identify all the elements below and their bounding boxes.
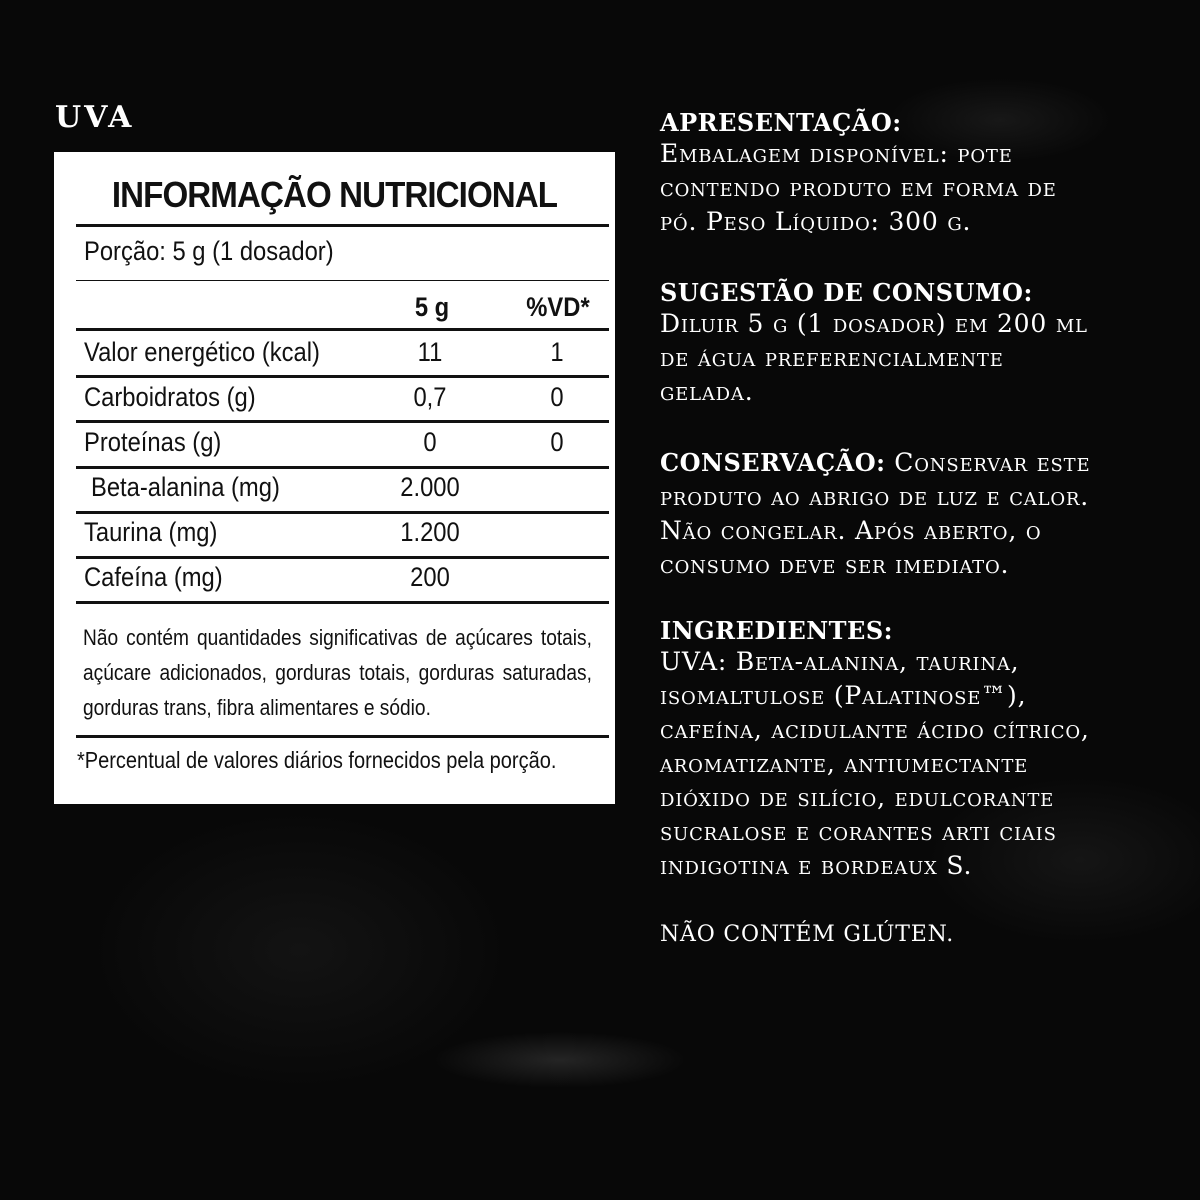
section-line: contendo produto em forma de <box>660 173 1057 202</box>
section-line: dióxido de silício, edulcorante <box>660 783 1055 812</box>
divider <box>76 224 609 227</box>
section-line: Embalagem disponível: pote <box>660 139 1013 168</box>
section-line: Diluir 5 g (1 dosador) em 200 ml <box>660 309 1088 338</box>
row-name: Beta-alanina (mg) <box>91 472 280 502</box>
divider <box>76 280 609 281</box>
portion-text: Porção: 5 g (1 dosador) <box>84 236 334 266</box>
section-line: UVA: Beta-alanina, taurina, <box>660 647 1020 676</box>
row-amount: 0 <box>423 427 437 457</box>
row-name: Proteínas (g) <box>84 427 222 457</box>
row-name: Carboidratos (g) <box>84 382 256 412</box>
section-line: indigotina e bordeaux S. <box>660 851 973 880</box>
suggestion-section <box>660 278 1200 409</box>
section-line: isomaltulose (Palatinose™), <box>660 681 1027 710</box>
row-amount: 11 <box>417 337 443 367</box>
divider <box>76 735 609 738</box>
divider <box>76 466 609 469</box>
divider <box>76 556 609 559</box>
section-line: Conservar este <box>885 448 1091 477</box>
section-title: INGREDIENTES: <box>660 616 894 645</box>
row-vd: 0 <box>550 427 564 457</box>
flavor-title: UVA <box>55 100 135 135</box>
ingredients-section <box>660 616 1200 883</box>
section-title: SUGESTÃO DE CONSUMO: <box>660 278 1033 307</box>
row-vd: 0 <box>550 382 564 412</box>
section-line: sucralose e corantes arti ciais <box>660 817 1057 846</box>
divider <box>76 420 609 423</box>
column-header-vd: %VD* <box>526 292 590 322</box>
section-line: gelada. <box>660 377 754 406</box>
row-amount: 0,7 <box>413 382 447 412</box>
section-title: CONSERVAÇÃO: <box>660 448 886 477</box>
row-amount: 1.200 <box>400 517 460 547</box>
row-vd: 1 <box>550 337 564 367</box>
row-amount: 200 <box>410 562 450 592</box>
column-header-amount: 5 g <box>414 292 450 322</box>
nutrition-facts-label <box>54 152 615 804</box>
row-name: Valor energético (kcal) <box>84 337 320 367</box>
gluten-notice: NÃO CONTÉM GLÚTEN. <box>660 922 955 947</box>
section-line: aromatizante, antiumectante <box>660 749 1029 778</box>
divider <box>76 375 609 378</box>
row-amount: 2.000 <box>400 472 460 502</box>
divider <box>76 328 609 331</box>
section-line: produto ao abrigo de luz e calor. <box>660 482 1089 511</box>
footnote-text: Não contém quantidades significativas de açúcares totais, açúcare adicionados, gorduras totais, gorduras saturadas, gorduras trans, fibra alimentares e sódio. <box>83 625 592 720</box>
section-line: pó. Peso Líquido: 300 g. <box>660 207 972 236</box>
row-name: Taurina (mg) <box>84 517 218 547</box>
gluten-section <box>660 918 1200 952</box>
section-line: Não congelar. Após aberto, o <box>660 516 1042 545</box>
vd-note: *Percentual de valores diários fornecidos pela porção. <box>77 747 557 773</box>
conservation-section <box>660 446 1200 582</box>
row-name: Cafeína (mg) <box>84 562 223 592</box>
divider <box>76 511 609 514</box>
label-title: INFORMAÇÃO NUTRICIONAL <box>111 174 558 215</box>
section-line: consumo deve ser imediato. <box>660 550 1010 579</box>
section-line: cafeína, acidulante ácido cítrico, <box>660 715 1090 744</box>
section-line: de água preferencialmente <box>660 343 1004 372</box>
section-title: APRESENTAÇÃO: <box>660 108 902 137</box>
presentation-section <box>660 108 1200 239</box>
divider <box>76 601 609 604</box>
